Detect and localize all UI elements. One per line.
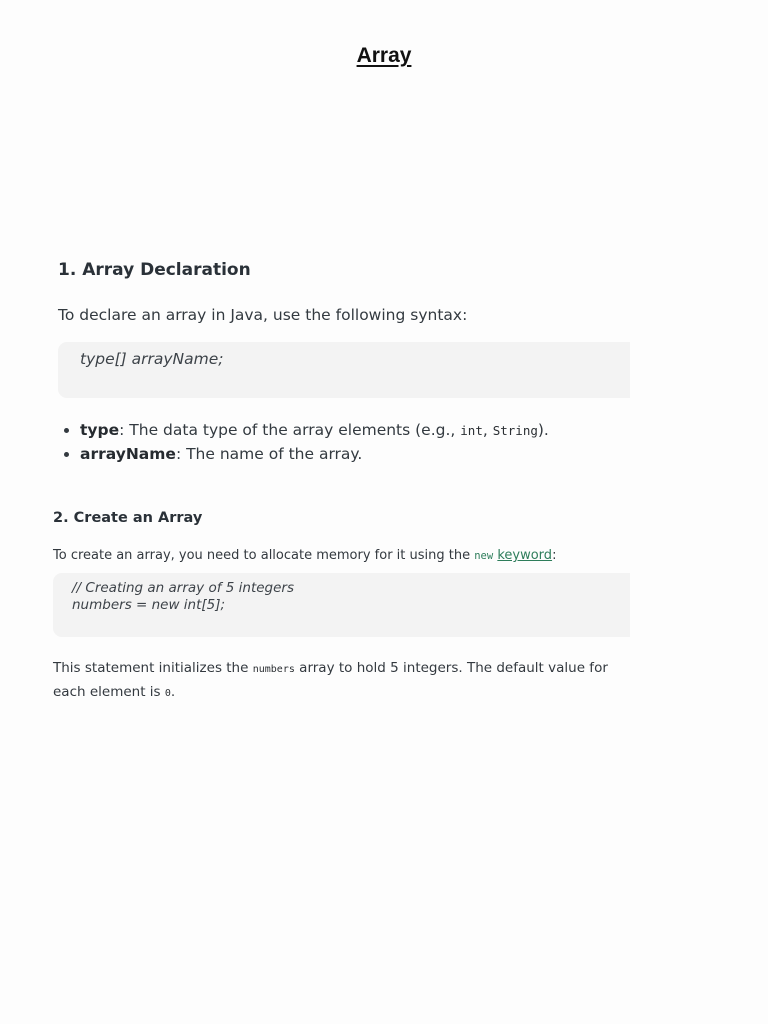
code-line: // Creating an array of 5 integers	[72, 580, 294, 596]
term: type	[80, 421, 120, 439]
section-intro	[53, 548, 630, 563]
inline-code: numbers	[252, 664, 295, 675]
separator: ,	[482, 421, 493, 439]
bullet-list	[58, 420, 630, 465]
code-block	[53, 573, 630, 637]
section-heading: 1. Array Declaration	[58, 260, 251, 280]
keyword-link[interactable]: keyword	[497, 548, 553, 563]
section-intro: To declare an array in Java, use the following syntax:	[58, 306, 468, 324]
description: ).	[537, 421, 549, 439]
section-outro	[53, 657, 630, 705]
intro-punct: :	[552, 548, 557, 563]
outro-text: This statement initializes the	[53, 660, 253, 676]
outro-punct: .	[170, 684, 176, 700]
inline-code: new	[474, 550, 494, 562]
section-heading: 2. Create an Array	[53, 510, 203, 526]
list-item	[80, 444, 630, 465]
outro-text: array to hold 5 integers. The default value for each element is	[53, 660, 608, 700]
section-array-declaration	[58, 260, 630, 468]
code-line: numbers = new int[5];	[72, 597, 226, 613]
code-block: type[] arrayName;	[58, 342, 630, 398]
page-title: Array	[356, 44, 412, 67]
inline-code: int	[460, 423, 483, 438]
description: : The data type of the array elements (e.g.,	[119, 421, 461, 439]
intro-text: To create an array, you need to allocate memory for it using the	[53, 548, 475, 563]
inline-code: 0	[164, 688, 171, 699]
inline-code: String	[492, 423, 538, 438]
term: arrayName	[80, 445, 176, 463]
list-item	[80, 420, 630, 441]
section-create-array	[53, 510, 630, 705]
description: : The name of the array.	[175, 445, 363, 463]
